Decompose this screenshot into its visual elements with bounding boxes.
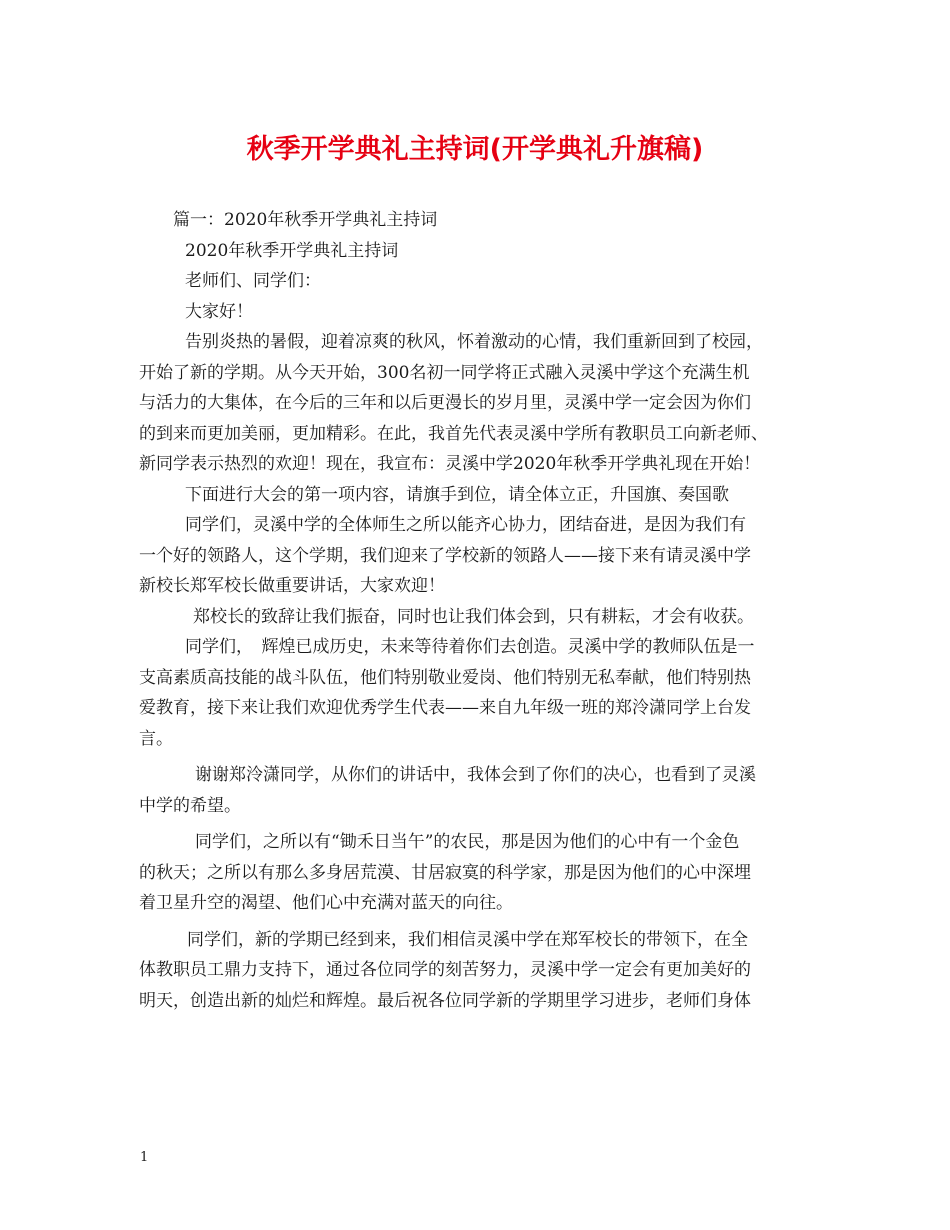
text-line: 谢谢郑泠潇同学，从你们的讲话中，我体会到了你们的决心，也看到了灵溪 xyxy=(195,765,756,785)
text-line: 大家好！ xyxy=(185,301,253,322)
text-line: 的秋天；之所以有那么多身居荒漠、甘居寂寞的科学家，那是因为他们的心中深埋 xyxy=(139,862,751,883)
text-line: 新校长郑军校长做重要讲话，大家欢迎！ xyxy=(139,576,445,596)
text-line: 同学们，新的学期已经到来，我们相信灵溪中学在郑军校长的带领下，在全 xyxy=(187,929,748,950)
text-line: 同学们，灵溪中学的全体师生之所以能齐心协力，团结奋进，是因为我们有 xyxy=(185,515,746,535)
text-line: 言。 xyxy=(139,728,173,749)
text-line: 明天，创造出新的灿烂和辉煌。最后祝各位同学新的学期里学习进步，老师们身体 xyxy=(139,990,751,1011)
text-line: 下面进行大会的第一项内容，请旗手到位，请全体立正，升国旗、奏国歌 xyxy=(185,484,729,505)
text-line: 老师们、同学们： xyxy=(185,271,321,291)
text-line: 与活力的大集体，在今后的三年和以后更漫长的岁月里，灵溪中学一定会因为你们 xyxy=(139,393,751,413)
document-title: 秋季开学典礼主持词(开学典礼升旗稿) xyxy=(246,134,704,165)
text-line: 支高素质高技能的战斗队伍，他们特别敬业爱岗、他们特别无私奉献，他们特别热 xyxy=(139,667,751,688)
text-line: 爱教育，接下来让我们欢迎优秀学生代表——来自九年级一班的郑泠潇同学上台发 xyxy=(139,698,751,718)
text-line: 告别炎热的暑假，迎着凉爽的秋风，怀着激动的心情，我们重新回到了校园， xyxy=(185,332,763,352)
text-line: 同学们， 辉煌已成历史，未来等待着你们去创造。灵溪中学的教师队伍是一 xyxy=(185,637,755,657)
text-line: 2020年秋季开学典礼主持词 xyxy=(185,240,399,261)
text-line: 着卫星升空的渴望、他们心中充满对蓝天的向往。 xyxy=(139,893,513,913)
text-line: 篇一：2020年秋季开学典礼主持词 xyxy=(173,210,438,230)
text-line: 开始了新的学期。从今天开始，300名初一同学将正式融入灵溪中学这个充满生机 xyxy=(139,362,750,383)
text-line: 郑校长的致辞让我们振奋，同时也让我们体会到，只有耕耘，才会有收获。 xyxy=(193,606,754,627)
text-line: 一个好的领路人，这个学期，我们迎来了学校新的领路人——接下来有请灵溪中学 xyxy=(139,545,751,566)
text-line: 中学的希望。 xyxy=(139,795,241,816)
text-line: 新同学表示热烈的欢迎！现在，我宣布：灵溪中学2020年秋季开学典礼现在开始！ xyxy=(139,454,761,474)
text-line: 体教职员工鼎力支持下，通过各位同学的刻苦努力，灵溪中学一定会有更加美好的 xyxy=(139,960,751,980)
page-number: 1 xyxy=(140,1150,149,1165)
document-body xyxy=(139,205,819,1016)
text-line: 同学们，之所以有“锄禾日当午”的农民，那是因为他们的心中有一个金色 xyxy=(195,832,740,852)
text-line: 的到来而更加美丽，更加精彩。在此，我首先代表灵溪中学所有教职员工向新老师、 xyxy=(139,423,768,444)
